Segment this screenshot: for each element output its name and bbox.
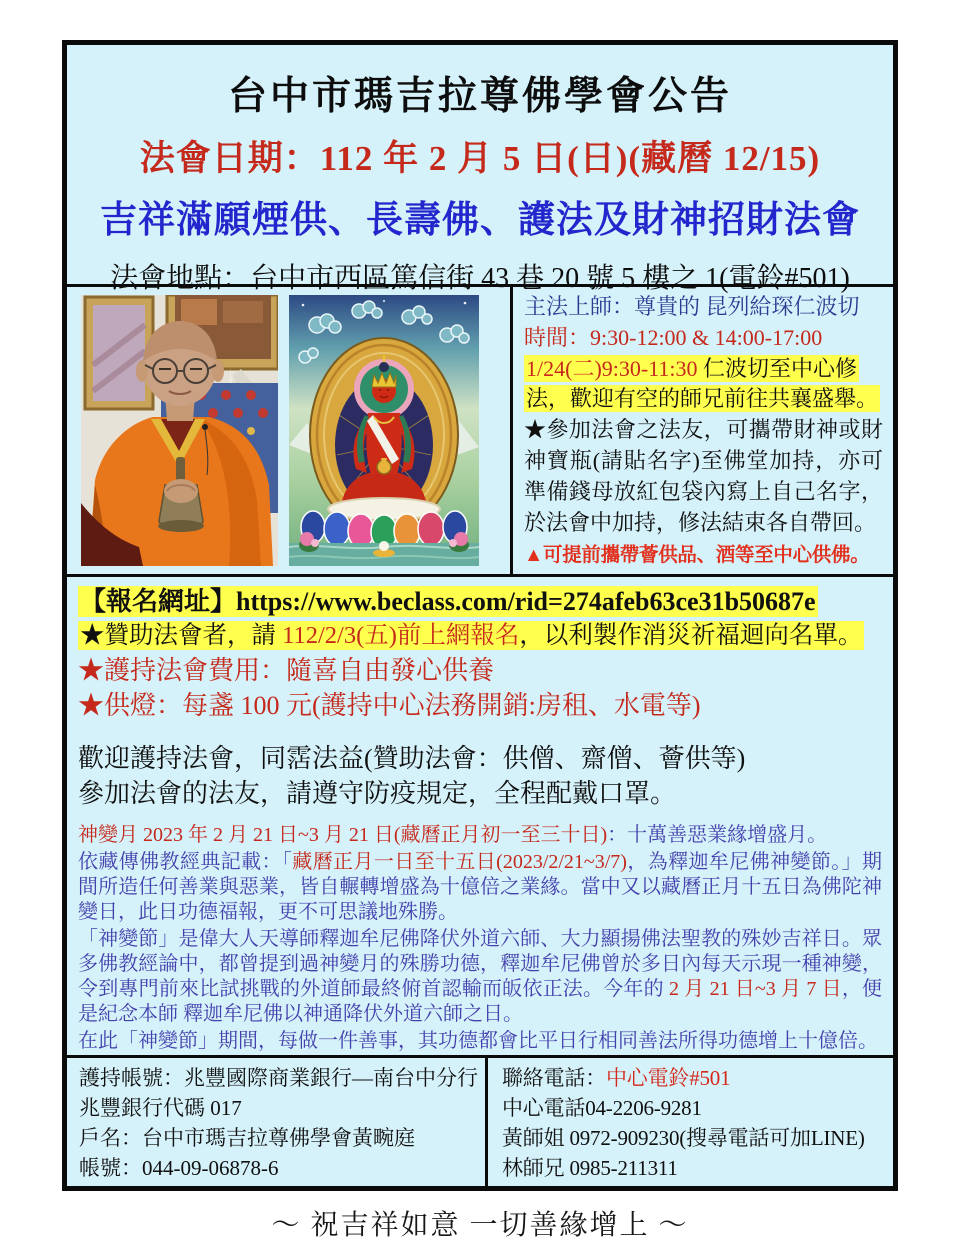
registration-url-label: 【報名網址】 (80, 587, 237, 616)
presiding-master-line: 主法上師：尊貴的 昆列給琛仁波切 (524, 294, 860, 319)
scripture-dates-text: 藏曆正月一日至十五日(2023/2/21~3/7) (292, 851, 627, 873)
miracle-dates-text: 神變月 2023 年 2 月 21 日~3 月 21 日(藏曆正月初一至三十日) (78, 824, 608, 846)
support-account-line: 護持帳號：兆豐國際商業銀行—南台中分行 (79, 1066, 478, 1090)
miracle-festival-paragraph (78, 927, 882, 1027)
miracle-month-section (78, 823, 882, 1054)
covid-rule-line: 參加法會的法友，請遵守防疫規定，全程配戴口罩。 (78, 779, 677, 808)
support-fee-line: ★護持法會費用：隨喜自由發心供養 (78, 656, 495, 685)
header-section (67, 45, 893, 294)
registration-url-line (78, 584, 882, 619)
contact-phone-line (502, 1063, 889, 1093)
contact-label-text: 聯絡電話： (502, 1066, 606, 1090)
account-number-line: 帳號：044-09-06878-6 (79, 1156, 279, 1180)
account-name-line: 戶名：台中市瑪吉拉尊佛學會黃畹庭 (79, 1126, 415, 1150)
bank-code-line: 兆豐銀行代碼 017 (79, 1096, 242, 1120)
rinpoche-photo (81, 295, 278, 566)
miracle-intro-text: ：十萬善惡業緣增盛月。 (607, 824, 828, 846)
photo-cell (67, 287, 513, 574)
lamp-offering-line: ★供燈：每盞 100 元(護持中心法務開銷:房租、水電等) (78, 691, 701, 720)
doorbell-text: 中心電鈴#501 (606, 1066, 731, 1090)
support-welcome-line: 歡迎護持法會，同霑法益(贊助法會：供僧、齋僧、薈供等) (78, 744, 746, 773)
event-name-line: 吉祥滿願煙供、長壽佛、護法及財神招財法會 (100, 200, 860, 241)
center-practice-notice (524, 354, 883, 416)
account-cell (67, 1058, 488, 1186)
photo-info-section (67, 287, 893, 577)
sponsor-deadline-line (78, 619, 882, 653)
event-location-line: 法會地點：台中市西區篤信街 43 巷 20 號 5 樓之 1(電鈴#501) (110, 263, 850, 294)
payment-contact-section (67, 1055, 893, 1186)
center-phone-line: 中心電話04-2206-9281 (502, 1096, 702, 1120)
info-panel (513, 287, 893, 574)
sponsor-deadline-text: 112/2/3(五)前上網報名 (282, 622, 520, 649)
registration-url[interactable]: https://www.beclass.com/rid=274afeb63ce31b50687e (236, 587, 816, 616)
scripture-prefix-text: 依藏傳佛教經典記載：「 (78, 851, 293, 873)
amitayus-thangka (289, 295, 479, 566)
practice-date-text: 1/24(二)9:30-11:30 (526, 355, 698, 381)
festival-rest-text: ，便是紀念本師 釋迦牟尼佛以神通降伏外道六師之日。 (78, 978, 883, 1025)
wealth-deity-note: ★參加法會之法友，可攜帶財神或財神寶瓶(請貼名字)至佛堂加持，亦可準備錢母放紅包袋內寫上自己名字，於法會中加持，修法結束各自帶回。 (524, 417, 883, 535)
miracle-merit-line: 在此「神變節」期間，每做一件善事，其功德都會比平日行相同善法所得功德增上十億倍。 (78, 1030, 878, 1052)
festival-story-text: 「神變節」是偉大人天導師釋迦牟尼佛降伏外道六師、大力顯揚佛法聖教的殊妙吉祥日。眾多佛教經論中，都曾提到過神變月的殊勝功德，釋迦牟尼佛曾於多日內每天示現一種神變，令到專門前來比試挑戰的外道師最終俯首認輸而皈依正法。今年的 (78, 928, 882, 1000)
scripture-rest-text: ，為釋迦牟尼佛神變節。」期間所造任何善業與惡業，皆自輾轉增盛為十億倍之業緣。當中又以藏曆正月十五日為佛陀神變日，此日功德福報，更不可思議地殊勝。 (78, 851, 883, 923)
miracle-month-intro (78, 823, 882, 848)
page-title: 台中市瑪吉拉尊佛學會公告 (227, 75, 732, 118)
sponsor-prefix-text: ★贊助法會者，請 (80, 622, 283, 649)
festival-dates-text: 2 月 21 日~3 月 7 日 (668, 978, 842, 1000)
contact-lin-line: 林師兄 0985-211311 (502, 1156, 678, 1180)
practice-invite-text: 仁波切至中心修法，歡迎有空的師兄前往共襄盛舉。 (526, 355, 879, 412)
registration-section (67, 577, 893, 1055)
contact-cell (488, 1058, 893, 1186)
blessing-footer: ～ 祝吉祥如意 一切善緣增上 ～ (271, 1210, 689, 1241)
miracle-scripture-paragraph (78, 850, 882, 925)
poster-frame (62, 40, 898, 1191)
session-time-line: 時間：9:30-12:00 & 14:00-17:00 (524, 324, 823, 350)
sponsor-suffix-text: ，以利製作消災祈福迴向名單。 (519, 622, 863, 649)
offering-reminder: ▲可提前攜帶薈供品、酒等至中心供佛。 (524, 544, 870, 567)
contact-huang-line: 黃師姐 0972-909230(搜尋電話可加LINE) (502, 1126, 865, 1150)
event-date-line: 法會日期：112 年 2 月 5 日(日)(藏曆 12/15) (139, 139, 821, 178)
